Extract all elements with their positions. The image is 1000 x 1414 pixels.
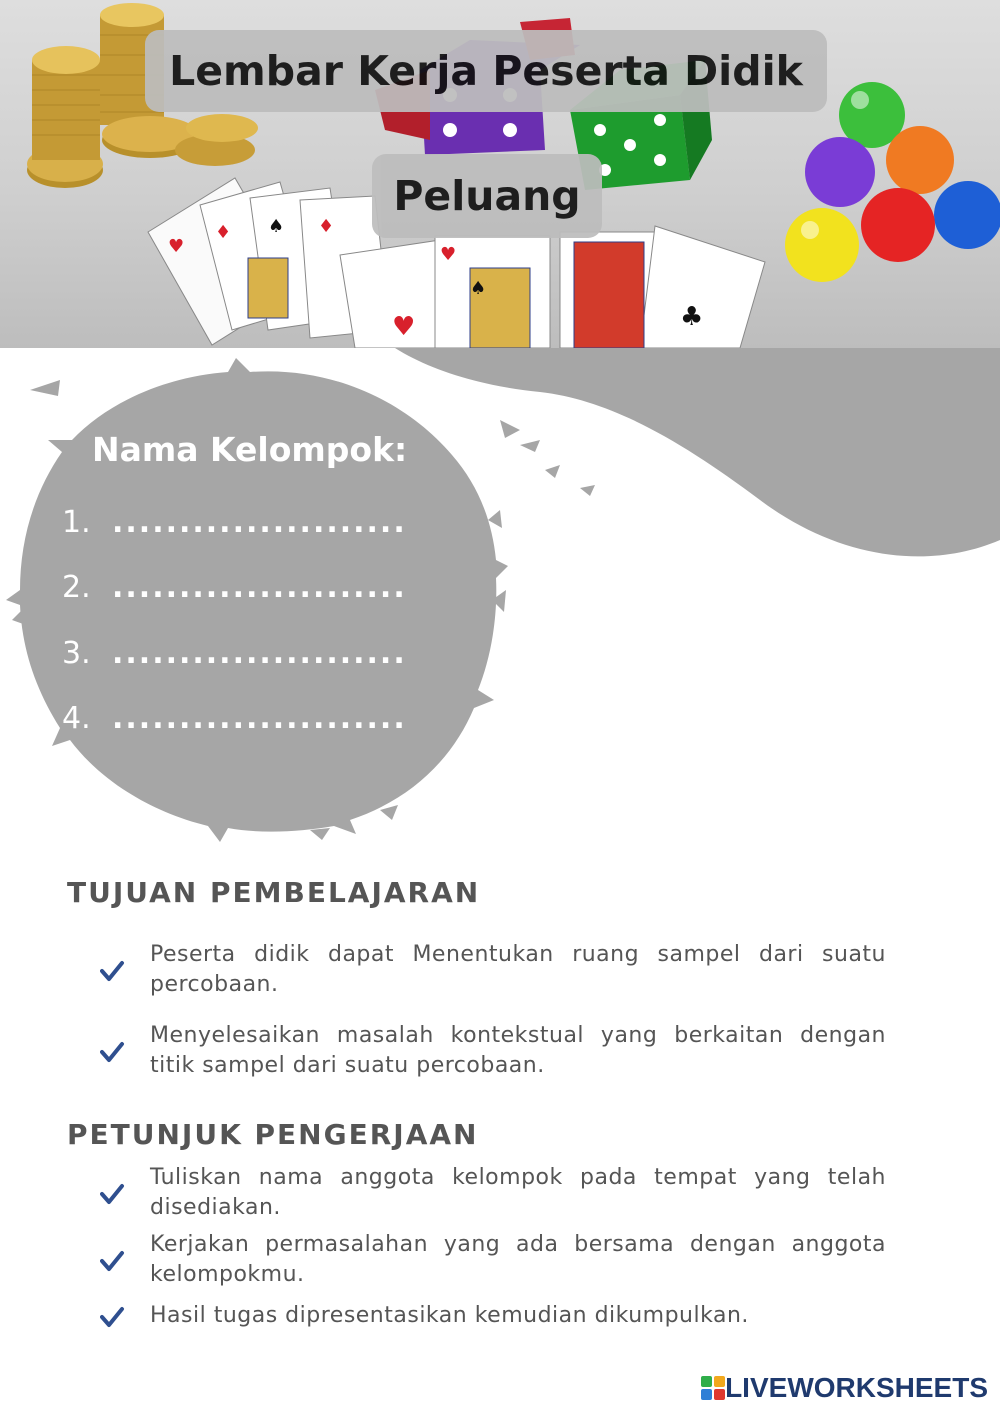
svg-text:♣: ♣ bbox=[680, 302, 704, 332]
instruction-text: Tuliskan nama anggota kelompok pada tempat yang telah disediakan. bbox=[150, 1165, 886, 1220]
page-title: Lembar Kerja Peserta Didik bbox=[169, 47, 803, 95]
group-name-heading: Nama Kelompok: bbox=[92, 430, 408, 469]
instruction-item bbox=[100, 1163, 886, 1223]
instruction-text: Kerjakan permasalahan yang ada bersama dengan anggota kelompokmu. bbox=[150, 1232, 886, 1287]
checkmark-icon bbox=[100, 955, 150, 985]
svg-text:♥: ♥ bbox=[392, 312, 416, 342]
member-line-3[interactable] bbox=[62, 636, 407, 671]
objective-item bbox=[100, 940, 886, 1000]
liveworksheets-logo[interactable] bbox=[701, 1372, 988, 1404]
member-number: 2. bbox=[62, 570, 91, 605]
instruction-item bbox=[100, 1230, 886, 1290]
member-line-4[interactable] bbox=[62, 701, 407, 736]
member-number: 3. bbox=[62, 636, 91, 671]
logo-text: LIVEWORKSHEETS bbox=[725, 1372, 988, 1403]
member-number: 4. bbox=[62, 701, 91, 736]
page-subtitle: Peluang bbox=[393, 172, 581, 220]
svg-text:♥: ♥ bbox=[168, 236, 185, 257]
instructions-title: PETUNJUK PENGERJAAN bbox=[67, 1118, 479, 1151]
checkmark-icon bbox=[100, 1036, 150, 1066]
svg-text:♥: ♥ bbox=[440, 244, 457, 265]
member-blank[interactable]: ...................... bbox=[112, 701, 407, 736]
member-blank[interactable]: ...................... bbox=[112, 505, 407, 540]
liveworksheets-logo-icon bbox=[701, 1376, 725, 1400]
member-line-2[interactable] bbox=[62, 570, 407, 605]
objective-item bbox=[100, 1021, 886, 1081]
objective-text: Menyelesaikan masalah kontekstual yang berkaitan dengan titik sampel dari suatu percobaan. bbox=[150, 1023, 886, 1078]
objective-text: Peserta didik dapat Menentukan ruang sampel dari suatu percobaan. bbox=[150, 942, 886, 997]
member-number: 1. bbox=[62, 505, 91, 540]
checkmark-icon bbox=[100, 1245, 150, 1275]
member-blank[interactable]: ...................... bbox=[112, 636, 407, 671]
instruction-text: Hasil tugas dipresentasikan kemudian dikumpulkan. bbox=[150, 1303, 749, 1328]
objectives-title: TUJUAN PEMBELAJARAN bbox=[67, 876, 481, 909]
member-line-1[interactable] bbox=[62, 505, 407, 540]
checkmark-icon bbox=[100, 1178, 150, 1208]
svg-text:♦: ♦ bbox=[318, 216, 335, 237]
svg-text:♠: ♠ bbox=[470, 278, 487, 299]
member-blank[interactable]: ...................... bbox=[112, 570, 407, 605]
instruction-item bbox=[100, 1301, 886, 1331]
checkmark-icon bbox=[100, 1301, 150, 1331]
svg-text:♦: ♦ bbox=[215, 222, 232, 243]
svg-text:♠: ♠ bbox=[268, 216, 285, 237]
